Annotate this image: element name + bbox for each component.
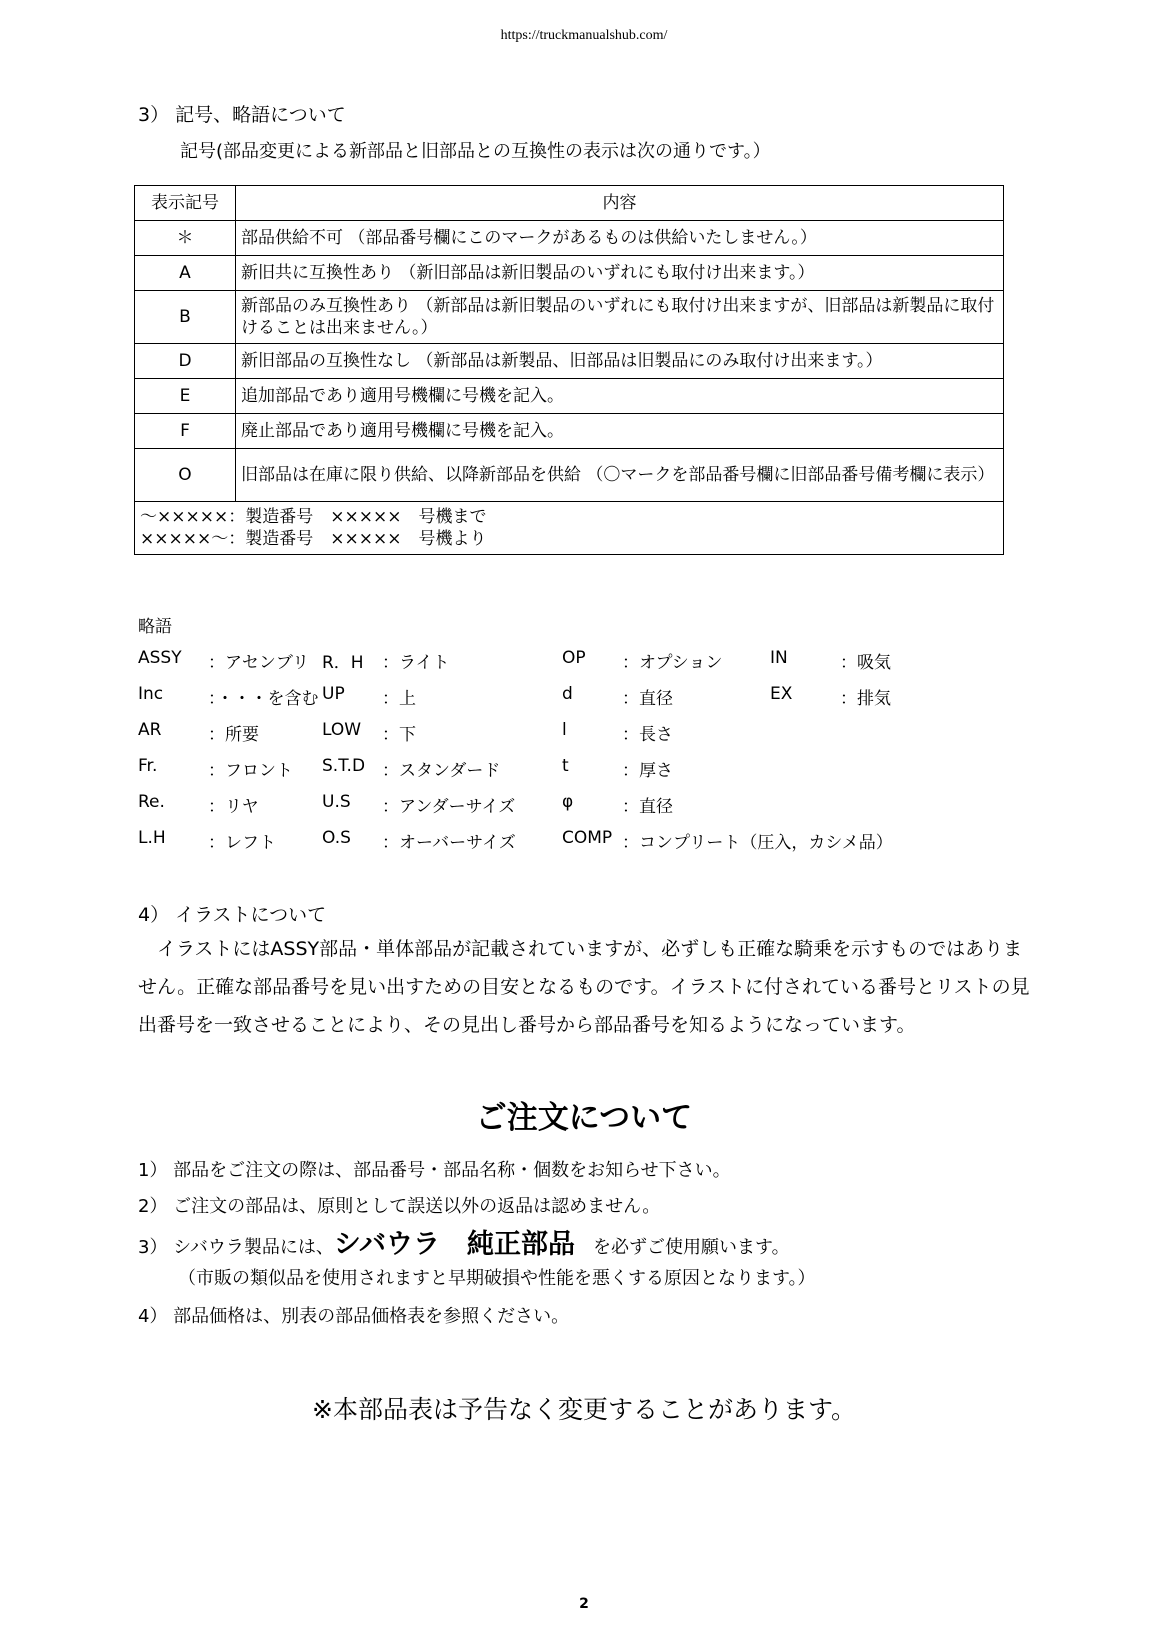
- serial-range-row: [135, 502, 1004, 555]
- order-title: ご注文について: [475, 1100, 693, 1136]
- order-item-2: 2） ご注文の部品は、原則として誤送以外の返品は認めません。: [138, 1196, 661, 1217]
- table-row: [135, 291, 1004, 344]
- abbr-key: d: [562, 684, 573, 704]
- section3-title: 3） 記号、略語について: [138, 104, 346, 126]
- abbr-key: EX: [770, 684, 793, 704]
- header-code: 表示記号: [135, 186, 236, 221]
- abbr-value: ：フロント: [208, 761, 293, 781]
- abbr-value: ：直径: [622, 797, 673, 817]
- abbr-value: ：オーバーサイズ: [382, 833, 516, 853]
- abbr-value: ：ライト: [382, 653, 450, 673]
- table-row: [135, 449, 1004, 502]
- abbr-value: ：コンプリート（圧入，カシメ品）: [622, 833, 893, 853]
- symbol-code: D: [135, 344, 236, 379]
- section4-line-2: せん。正確な部品番号を見い出すための目安となるものです。イラストに付されている番号とリストの見: [138, 976, 1030, 998]
- order-item-3: [138, 1222, 790, 1261]
- abbr-value: ：厚さ: [622, 761, 673, 781]
- abbr-value: ：長さ: [622, 725, 673, 745]
- abbr-value: ：リヤ: [208, 797, 259, 817]
- abbr-key: t: [562, 756, 569, 776]
- symbol-desc: 旧部品は在庫に限り供給、以降新部品を供給 （〇マークを部品番号欄に旧部品番号備考欄に表示）: [236, 449, 1004, 502]
- abbr-key: U.S: [322, 792, 351, 812]
- symbol-desc: 追加部品であり適用号機欄に号機を記入。: [236, 379, 1004, 414]
- order-item-3-pre: 3） シバウラ製品には、: [138, 1237, 334, 1258]
- abbr-value: ：直径: [622, 689, 673, 709]
- symbol-code: E: [135, 379, 236, 414]
- symbol-table-header: [135, 186, 1004, 221]
- table-row: [135, 414, 1004, 449]
- abbr-value: ：スタンダード: [382, 761, 501, 781]
- section4-line-3: 出番号を一致させることにより、その見出し番号から部品番号を知るようになっています。: [138, 1014, 916, 1036]
- abbr-value: ：排気: [840, 689, 891, 709]
- abbr-key: AR: [138, 720, 162, 740]
- abbr-key: O.S: [322, 828, 351, 848]
- source-url[interactable]: https://truckmanualshub.com/: [500, 28, 668, 43]
- symbol-table: [134, 185, 1004, 555]
- serial-range-from: ×××××～：製造番号 ××××× 号機より: [140, 529, 487, 549]
- order-item-3-post: を必ずご使用願います。: [593, 1237, 790, 1258]
- abbreviations-title: 略語: [138, 617, 172, 637]
- change-notice: ※本部品表は予告なく変更することがあります。: [312, 1395, 856, 1424]
- table-row: [135, 379, 1004, 414]
- order-item-1: 1） 部品をご注文の際は、部品番号・部品名称・個数をお知らせ下さい。: [138, 1160, 731, 1181]
- abbr-value: ：所要: [208, 725, 259, 745]
- abbr-key: Fr.: [138, 756, 158, 776]
- abbr-key: L.H: [138, 828, 166, 848]
- table-row: [135, 221, 1004, 256]
- abbr-key: Inc: [138, 684, 164, 704]
- symbol-desc: 部品供給不可 （部品番号欄にこのマークがあるものは供給いたしません。）: [236, 221, 1004, 256]
- abbr-key: l: [562, 720, 567, 740]
- symbol-code: O: [135, 449, 236, 502]
- abbr-value: ：上: [382, 689, 416, 709]
- table-row: [135, 256, 1004, 291]
- abbr-value: ：オプション: [622, 653, 723, 673]
- abbr-key: LOW: [322, 720, 362, 740]
- abbr-key: S.T.D: [322, 756, 366, 776]
- abbr-key: COMP: [562, 828, 613, 848]
- table-row: [135, 344, 1004, 379]
- abbr-value: ：吸気: [840, 653, 891, 673]
- section3-subtitle: 記号(部品変更による新部品と旧部品との互換性の表示は次の通りです。）: [180, 141, 771, 162]
- symbol-desc: 新部品のみ互換性あり （新部品は新旧製品のいずれにも取付け出来ますが、旧部品は新製品に取付けることは出来ません。）: [236, 291, 1004, 344]
- abbr-key: φ: [562, 792, 574, 812]
- abbr-value: ：下: [382, 725, 416, 745]
- abbr-key: UP: [322, 684, 345, 704]
- section4-line-1: イラストにはASSY部品・単体部品が記載されていますが、必ずしも正確な騎乗を示すものではありま: [138, 938, 1023, 960]
- abbr-value: ：アセンブリ: [208, 653, 310, 673]
- abbr-key: R．H: [322, 653, 364, 673]
- symbol-code: ＊: [135, 221, 236, 256]
- symbol-desc: 廃止部品であり適用号機欄に号機を記入。: [236, 414, 1004, 449]
- genuine-parts-label: シバウラ 純正部品: [333, 1229, 576, 1260]
- abbr-key: Re.: [138, 792, 165, 812]
- abbr-key: IN: [770, 648, 788, 668]
- abbr-value: ：レフト: [208, 833, 276, 853]
- page-number: 2: [579, 1596, 589, 1612]
- symbol-code: B: [135, 291, 236, 344]
- symbol-desc: 新旧部品の互換性なし （新部品は新製品、旧部品は旧製品にのみ取付け出来ます。）: [236, 344, 1004, 379]
- order-item-4: 4） 部品価格は、別表の部品価格表を参照ください。: [138, 1306, 570, 1327]
- order-item-3-note: （市販の類似品を使用されますと早期破損や性能を悪くする原因となります。）: [178, 1268, 816, 1289]
- symbol-code: A: [135, 256, 236, 291]
- abbr-value: ：・・・を含む: [208, 689, 319, 709]
- symbol-code: F: [135, 414, 236, 449]
- abbr-key: ASSY: [138, 648, 182, 668]
- serial-range-until: ～×××××：製造番号 ××××× 号機まで: [140, 507, 487, 527]
- abbr-value: ：アンダーサイズ: [382, 797, 516, 817]
- serial-range-note: [135, 502, 1004, 555]
- symbol-desc: 新旧共に互換性あり （新旧部品は新旧製品のいずれにも取付け出来ます。）: [236, 256, 1004, 291]
- header-desc: 内容: [236, 186, 1004, 221]
- abbr-key: OP: [562, 648, 586, 668]
- section4-title: 4） イラストについて: [138, 904, 327, 926]
